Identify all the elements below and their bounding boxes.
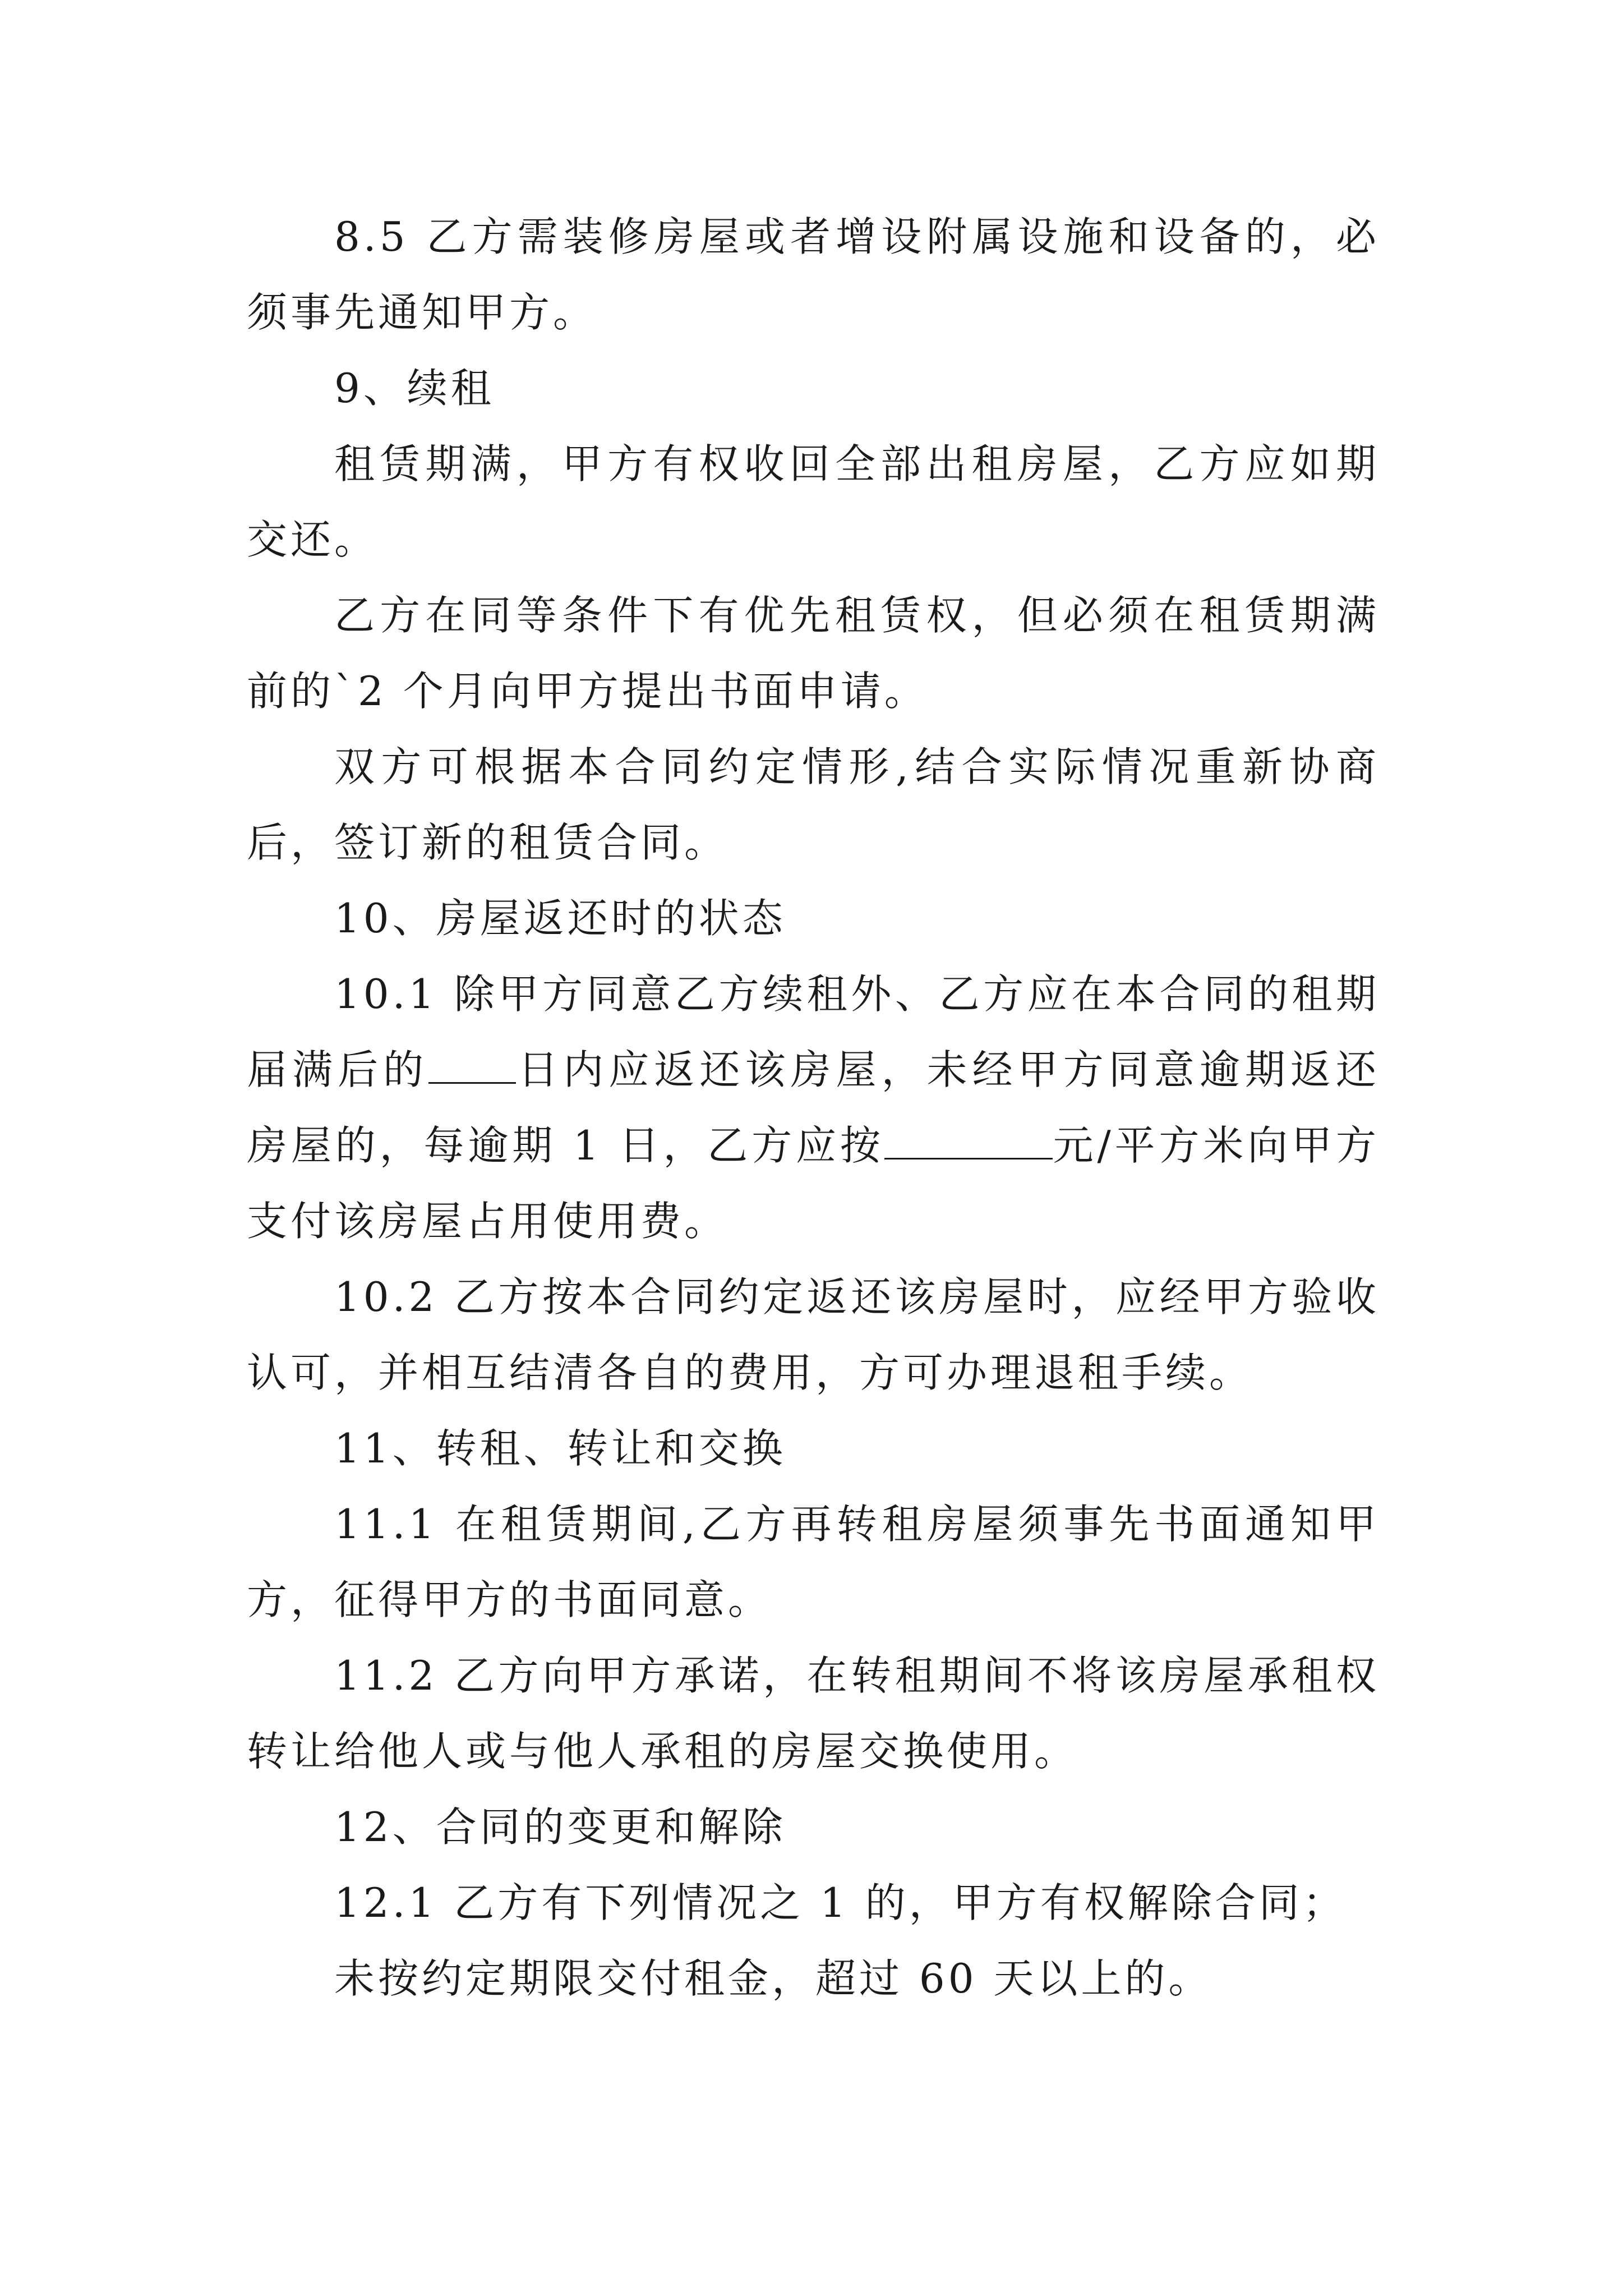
document-body [247,199,1380,2017]
clause-9-a: 租赁期满，甲方有权收回全部出租房屋，乙方应如期交还。 [247,440,1380,563]
clause-10-2: 10.2 乙方按本合同约定返还该房屋时，应经甲方验收认可，并相互结清各自的费用，方可办理退租手续。 [247,1273,1380,1396]
section-heading-10: 10、房屋返还时的状态 [334,895,786,942]
clause-8-5: 8.5 乙方需装修房屋或者增设附属设施和设备的，必须事先通知甲方。 [247,213,1380,336]
clause-10-1-part-b: 日内应返还该房屋，未经甲方同意逾期返还房屋的，每逾期 1 日，乙方应按 [247,1046,1380,1169]
clause-12-1-a: 未按约定期限交付租金，超过 60 天以上的。 [334,1955,1212,2002]
clause-11-2: 11.2 乙方向甲方承诺，在转租期间不将该房屋承租权转让给他人或与他人承租的房屋交换使用。 [247,1652,1380,1775]
section-heading-9: 9、续租 [334,365,495,412]
clause-11-1: 11.1 在租赁期间,乙方再转租房屋须事先书面通知甲方，征得甲方的书面同意。 [247,1501,1380,1623]
section-heading-12: 12、合同的变更和解除 [334,1803,786,1851]
clause-12-1: 12.1 乙方有下列情况之 1 的，甲方有权解除合同； [334,1879,1347,1926]
fill-blank-fee [884,1122,1053,1159]
fill-blank-days [428,1046,516,1084]
clause-9-b: 乙方在同等条件下有优先租赁权，但必须在租赁期满前的`2 个月向甲方提出书面申请。 [247,592,1380,715]
clause-10-1-part-a: 10.1 除甲方同意乙方续租外、乙方应在本合同的租期届满后的 [247,970,1380,1093]
clause-9-c: 双方可根据本合同约定情形,结合实际情况重新协商后，签订新的租赁合同。 [247,743,1380,866]
clause-10-1 [247,956,1380,1259]
section-heading-11: 11、转租、转让和交换 [334,1425,786,1472]
clause-10-1-part-c: 元/平方米向甲方支付该房屋占用使用费。 [247,1122,1380,1245]
